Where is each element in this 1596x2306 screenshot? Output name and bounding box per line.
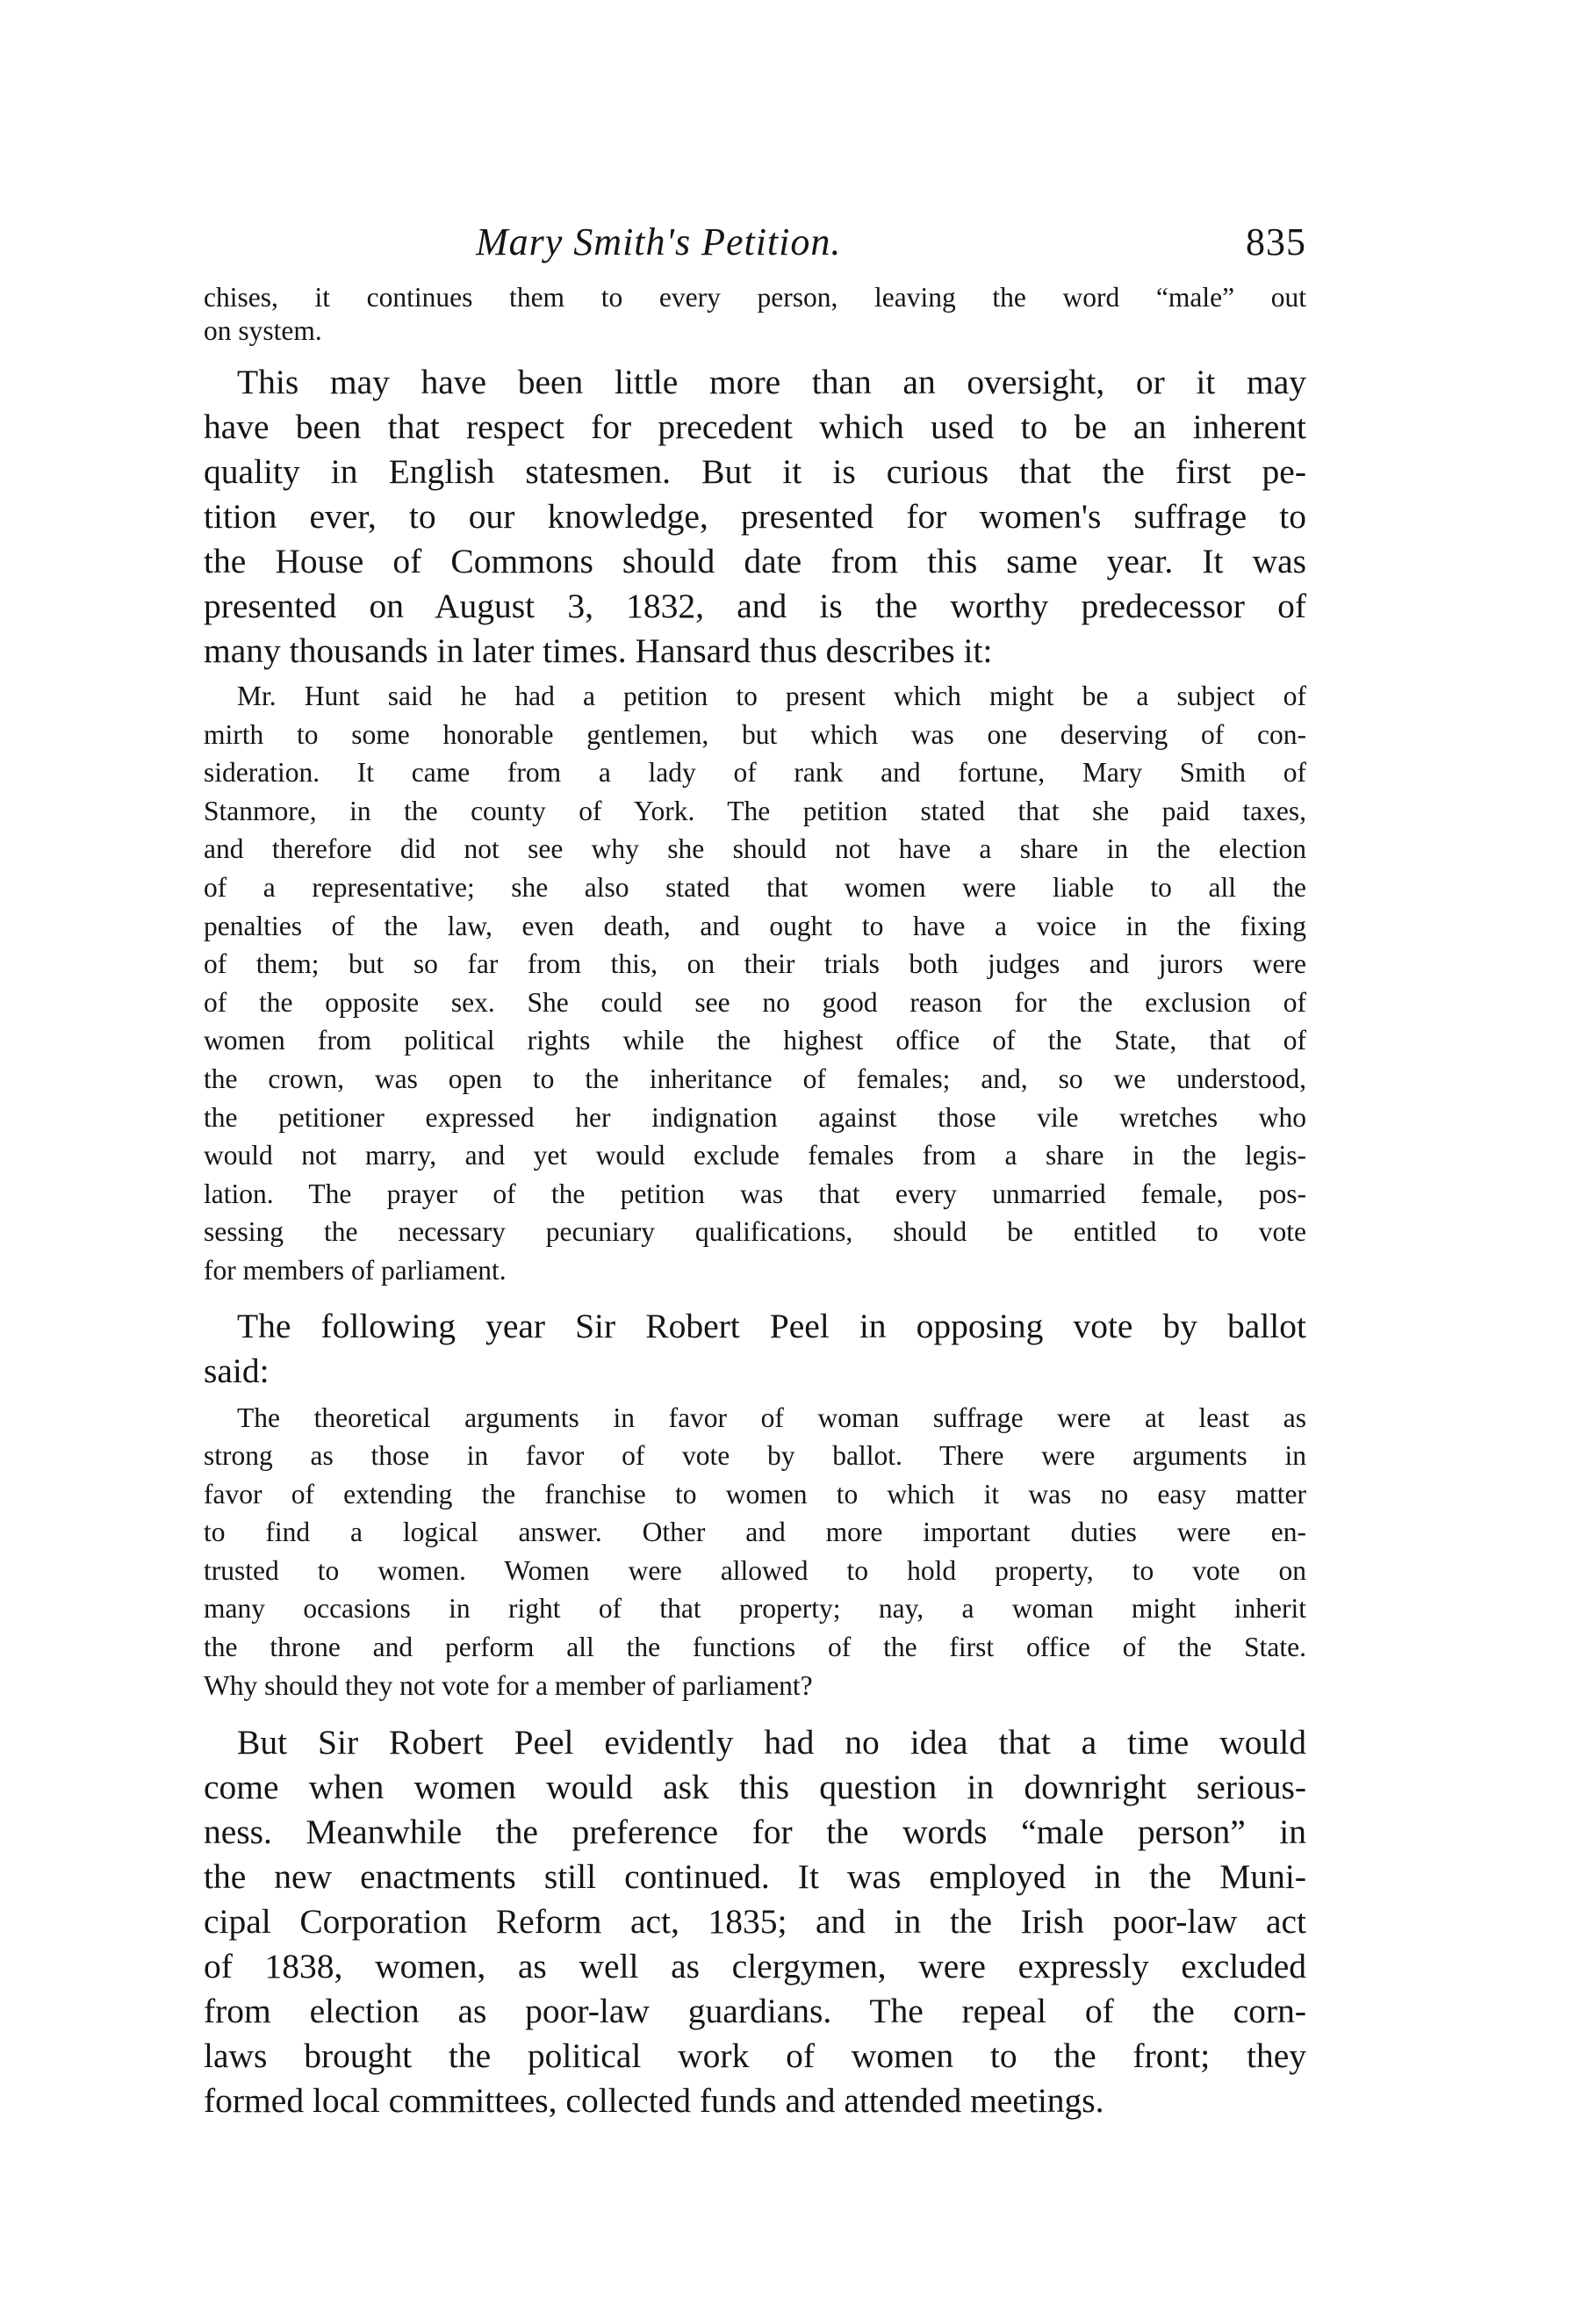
hansard-extract (204, 677, 1306, 1290)
text-line: Mr. Hunt said he had a petition to present which might be a subject of (237, 681, 1306, 711)
text-line: Why should they not vote for a member of parliament? (204, 1669, 813, 1701)
book-page (204, 220, 1306, 2123)
text-line: many occasions in right of that property; nay, a woman might inherit (204, 1593, 1306, 1625)
text-line: quality in English statesmen. But it is curious that the first pe- (204, 452, 1306, 491)
continuation-text (204, 281, 1306, 348)
peel-extract (204, 1399, 1306, 1705)
text-line: women from political rights while the highest office of the State, that of (204, 1025, 1306, 1056)
text-line: But Sir Robert Peel evidently had no idea that a time would (237, 1723, 1306, 1762)
text-line: on system. (204, 315, 322, 346)
text-line: Stanmore, in the county of York. The petition stated that she paid taxes, (204, 795, 1306, 826)
text-line: many thousands in later times. Hansard thus describes it: (204, 631, 993, 670)
text-line: the crown, was open to the inheritance of females; and, so we understood, (204, 1063, 1306, 1094)
text-line: of 1838, women, as well as clergymen, were expressly excluded (204, 1947, 1306, 1986)
text-line: of a representative; she also stated that women were liable to all the (204, 871, 1306, 903)
text-line: The theoretical arguments in favor of woman suffrage were at least as (237, 1402, 1306, 1433)
running-title: Mary Smith's Petition. (476, 220, 842, 263)
page-number: 835 (1246, 220, 1306, 263)
text-line: have been that respect for precedent which used to be an inherent (204, 407, 1306, 446)
text-line: presented on August 3, 1832, and is the worthy predecessor of (204, 587, 1306, 625)
text-line: laws brought the political work of women to the front; they (204, 2036, 1306, 2076)
text-line: This may have been little more than an oversight, or it may (237, 363, 1306, 401)
text-line: of them; but so far from this, on their trials both judges and jurors were (204, 948, 1306, 980)
text-line: sideration. It came from a lady of rank and fortune, Mary Smith of (204, 757, 1306, 789)
running-head (204, 220, 1306, 274)
paragraph-conclusion (204, 1720, 1306, 2123)
text-line: chises, it continues them to every person, leaving the word “male” out (204, 282, 1306, 313)
paragraph-oversight (204, 360, 1306, 674)
text-line: come when women would ask this question in downright serious- (204, 1768, 1306, 1807)
text-line: ness. Meanwhile the preference for the words “male person” in (204, 1812, 1306, 1852)
text-line: trusted to women. Women were allowed to hold property, to vote on (204, 1554, 1306, 1586)
text-line: to find a logical answer. Other and more important duties were en- (204, 1517, 1306, 1548)
paragraph-peel (204, 1304, 1306, 1394)
text-line: lation. The prayer of the petition was that every unmarried female, pos- (204, 1178, 1306, 1209)
text-line: said: (204, 1351, 270, 1390)
text-line: the House of Commons should date from this same year. It was (204, 542, 1306, 580)
text-line: for members of parliament. (204, 1254, 507, 1286)
text-line: would not marry, and yet would exclude females from a share in the legis- (204, 1140, 1306, 1171)
text-line: formed local committees, collected funds and attended meetings. (204, 2081, 1104, 2121)
text-line: penalties of the law, even death, and ought to have a voice in the fixing (204, 910, 1306, 941)
text-line: mirth to some honorable gentlemen, but which was one deserving of con- (204, 718, 1306, 750)
text-line: tition ever, to our knowledge, presented for women's suffrage to (204, 497, 1306, 536)
text-line: from election as poor-law guardians. The repeal of the corn- (204, 1992, 1306, 2031)
text-line: The following year Sir Robert Peel in opposing vote by ballot (237, 1306, 1306, 1345)
text-line: the new enactments still continued. It was employed in the Muni- (204, 1857, 1306, 1897)
text-line: favor of extending the franchise to women to which it was no easy matter (204, 1478, 1306, 1510)
text-line: the throne and perform all the functions of the first office of the State. (204, 1632, 1306, 1663)
text-line: cipal Corporation Reform act, 1835; and in the Irish poor-law act (204, 1902, 1306, 1942)
text-line: of the opposite sex. She could see no good reason for the exclusion of (204, 986, 1306, 1018)
text-line: strong as those in favor of vote by ballot. There were arguments in (204, 1440, 1306, 1472)
text-line: the petitioner expressed her indignation against those vile wretches who (204, 1101, 1306, 1133)
text-line: sessing the necessary pecuniary qualifications, should be entitled to vote (204, 1216, 1306, 1248)
text-line: and therefore did not see why she should not have a share in the election (204, 833, 1306, 865)
